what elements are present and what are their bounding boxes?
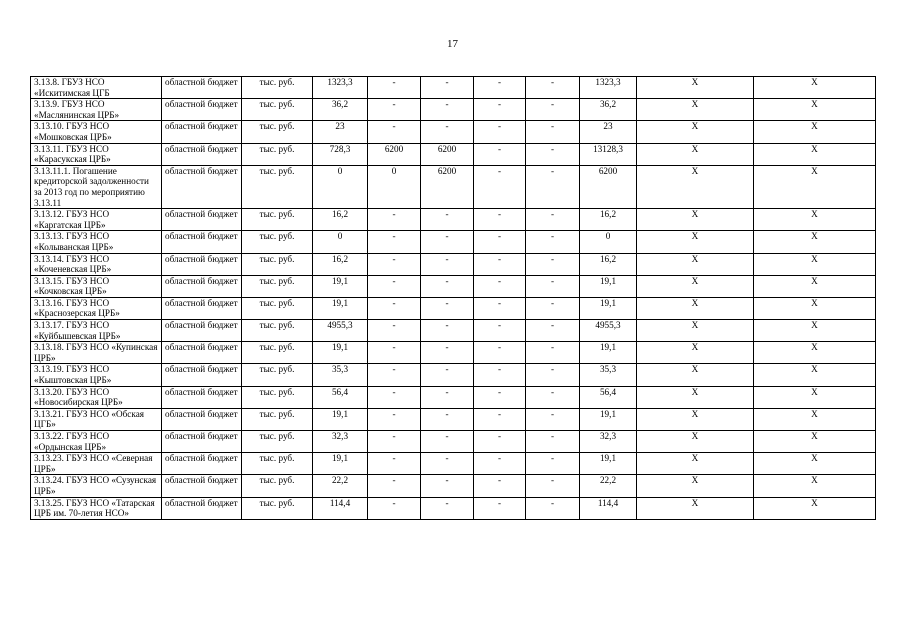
cell-value-2: - bbox=[368, 431, 421, 453]
cell-name: 3.13.20. ГБУЗ НСО «Новосибирская ЦРБ» bbox=[31, 386, 162, 408]
cell-value-2: - bbox=[368, 342, 421, 364]
cell-value-2: - bbox=[368, 253, 421, 275]
cell-value-5: - bbox=[526, 408, 580, 430]
cell-value-2: - bbox=[368, 275, 421, 297]
cell-name: 3.13.17. ГБУЗ НСО «Куйбышевская ЦРБ» bbox=[31, 320, 162, 342]
cell-value-3: - bbox=[421, 342, 474, 364]
cell-mark-2: Х bbox=[754, 475, 876, 497]
table-row bbox=[31, 253, 876, 275]
cell-unit: тыс. руб. bbox=[242, 386, 313, 408]
cell-name: 3.13.12. ГБУЗ НСО «Каргатская ЦРБ» bbox=[31, 209, 162, 231]
cell-value-2: - bbox=[368, 297, 421, 319]
cell-funding-source: областной бюджет bbox=[162, 209, 242, 231]
cell-total: 19,1 bbox=[580, 408, 637, 430]
cell-value-2: - bbox=[368, 364, 421, 386]
cell-value-2: - bbox=[368, 231, 421, 253]
cell-value-4: - bbox=[474, 320, 526, 342]
cell-unit: тыс. руб. bbox=[242, 408, 313, 430]
cell-name: 3.13.22. ГБУЗ НСО «Ордынская ЦРБ» bbox=[31, 431, 162, 453]
cell-total: 56,4 bbox=[580, 386, 637, 408]
cell-funding-source: областной бюджет bbox=[162, 408, 242, 430]
cell-value-2: - bbox=[368, 320, 421, 342]
cell-value-4: - bbox=[474, 77, 526, 99]
cell-name: 3.13.9. ГБУЗ НСО «Маслянинская ЦРБ» bbox=[31, 99, 162, 121]
cell-value-4: - bbox=[474, 431, 526, 453]
table-row bbox=[31, 231, 876, 253]
cell-mark-1: Х bbox=[637, 453, 754, 475]
cell-value-4: - bbox=[474, 297, 526, 319]
table-row bbox=[31, 275, 876, 297]
cell-value-3: - bbox=[421, 77, 474, 99]
cell-total: 19,1 bbox=[580, 275, 637, 297]
cell-value-1: 19,1 bbox=[313, 453, 368, 475]
cell-funding-source: областной бюджет bbox=[162, 386, 242, 408]
cell-name: 3.13.11. ГБУЗ НСО «Карасукская ЦРБ» bbox=[31, 143, 162, 165]
cell-value-5: - bbox=[526, 231, 580, 253]
cell-total: 19,1 bbox=[580, 342, 637, 364]
cell-value-3: - bbox=[421, 275, 474, 297]
cell-mark-1: Х bbox=[637, 497, 754, 519]
cell-value-1: 0 bbox=[313, 165, 368, 208]
cell-value-5: - bbox=[526, 297, 580, 319]
cell-total: 6200 bbox=[580, 165, 637, 208]
cell-value-1: 1323,3 bbox=[313, 77, 368, 99]
cell-value-4: - bbox=[474, 165, 526, 208]
cell-unit: тыс. руб. bbox=[242, 209, 313, 231]
cell-value-2: - bbox=[368, 453, 421, 475]
table-row bbox=[31, 364, 876, 386]
cell-name: 3.13.23. ГБУЗ НСО «Северная ЦРБ» bbox=[31, 453, 162, 475]
table-row bbox=[31, 431, 876, 453]
cell-total: 32,3 bbox=[580, 431, 637, 453]
cell-mark-1: Х bbox=[637, 475, 754, 497]
cell-total: 114,4 bbox=[580, 497, 637, 519]
cell-mark-2: Х bbox=[754, 275, 876, 297]
cell-mark-1: Х bbox=[637, 431, 754, 453]
cell-name: 3.13.10. ГБУЗ НСО «Мошковская ЦРБ» bbox=[31, 121, 162, 143]
cell-mark-2: Х bbox=[754, 297, 876, 319]
cell-value-1: 16,2 bbox=[313, 209, 368, 231]
cell-mark-2: Х bbox=[754, 143, 876, 165]
cell-mark-1: Х bbox=[637, 408, 754, 430]
table-row bbox=[31, 121, 876, 143]
cell-value-1: 114,4 bbox=[313, 497, 368, 519]
cell-name: 3.13.14. ГБУЗ НСО «Коченевская ЦРБ» bbox=[31, 253, 162, 275]
cell-value-4: - bbox=[474, 408, 526, 430]
cell-funding-source: областной бюджет bbox=[162, 497, 242, 519]
cell-value-4: - bbox=[474, 497, 526, 519]
cell-value-4: - bbox=[474, 99, 526, 121]
cell-value-4: - bbox=[474, 453, 526, 475]
cell-unit: тыс. руб. bbox=[242, 99, 313, 121]
cell-name: 3.13.25. ГБУЗ НСО «Татарская ЦРБ им. 70-летия НСО» bbox=[31, 497, 162, 519]
cell-value-2: - bbox=[368, 386, 421, 408]
cell-value-1: 19,1 bbox=[313, 275, 368, 297]
table-row bbox=[31, 408, 876, 430]
cell-value-1: 35,3 bbox=[313, 364, 368, 386]
cell-value-5: - bbox=[526, 209, 580, 231]
cell-unit: тыс. руб. bbox=[242, 453, 313, 475]
table-row bbox=[31, 475, 876, 497]
cell-mark-2: Х bbox=[754, 253, 876, 275]
cell-mark-2: Х bbox=[754, 386, 876, 408]
cell-mark-1: Х bbox=[637, 386, 754, 408]
cell-unit: тыс. руб. bbox=[242, 431, 313, 453]
cell-mark-1: Х bbox=[637, 231, 754, 253]
cell-value-3: - bbox=[421, 386, 474, 408]
cell-unit: тыс. руб. bbox=[242, 253, 313, 275]
cell-mark-1: Х bbox=[637, 121, 754, 143]
cell-total: 19,1 bbox=[580, 453, 637, 475]
cell-funding-source: областной бюджет bbox=[162, 253, 242, 275]
cell-total: 16,2 bbox=[580, 209, 637, 231]
cell-mark-1: Х bbox=[637, 143, 754, 165]
cell-unit: тыс. руб. bbox=[242, 231, 313, 253]
cell-unit: тыс. руб. bbox=[242, 121, 313, 143]
cell-value-3: - bbox=[421, 297, 474, 319]
cell-value-5: - bbox=[526, 99, 580, 121]
cell-mark-2: Х bbox=[754, 453, 876, 475]
cell-value-4: - bbox=[474, 475, 526, 497]
cell-value-3: - bbox=[421, 121, 474, 143]
table-body bbox=[31, 77, 876, 520]
table-row bbox=[31, 497, 876, 519]
cell-value-2: - bbox=[368, 77, 421, 99]
page-number: 17 bbox=[447, 38, 458, 50]
cell-value-3: - bbox=[421, 364, 474, 386]
cell-funding-source: областной бюджет bbox=[162, 143, 242, 165]
table-row bbox=[31, 297, 876, 319]
cell-mark-1: Х bbox=[637, 99, 754, 121]
cell-mark-1: Х bbox=[637, 77, 754, 99]
cell-value-1: 19,1 bbox=[313, 408, 368, 430]
cell-value-3: - bbox=[421, 475, 474, 497]
cell-name: 3.13.15. ГБУЗ НСО «Кочковская ЦРБ» bbox=[31, 275, 162, 297]
cell-value-3: - bbox=[421, 209, 474, 231]
cell-mark-1: Х bbox=[637, 364, 754, 386]
cell-value-3: - bbox=[421, 431, 474, 453]
cell-funding-source: областной бюджет bbox=[162, 121, 242, 143]
cell-value-1: 0 bbox=[313, 231, 368, 253]
cell-value-4: - bbox=[474, 253, 526, 275]
cell-name: 3.13.24. ГБУЗ НСО «Сузунская ЦРБ» bbox=[31, 475, 162, 497]
cell-mark-2: Х bbox=[754, 231, 876, 253]
table-row bbox=[31, 453, 876, 475]
cell-value-1: 19,1 bbox=[313, 297, 368, 319]
cell-unit: тыс. руб. bbox=[242, 297, 313, 319]
cell-mark-1: Х bbox=[637, 297, 754, 319]
cell-value-1: 728,3 bbox=[313, 143, 368, 165]
cell-value-5: - bbox=[526, 165, 580, 208]
cell-mark-2: Х bbox=[754, 364, 876, 386]
cell-funding-source: областной бюджет bbox=[162, 99, 242, 121]
cell-name: 3.13.21. ГБУЗ НСО «Обская ЦГБ» bbox=[31, 408, 162, 430]
cell-value-5: - bbox=[526, 342, 580, 364]
cell-value-2: 6200 bbox=[368, 143, 421, 165]
cell-funding-source: областной бюджет bbox=[162, 275, 242, 297]
table-row bbox=[31, 386, 876, 408]
table-row bbox=[31, 77, 876, 99]
cell-value-5: - bbox=[526, 386, 580, 408]
cell-unit: тыс. руб. bbox=[242, 497, 313, 519]
cell-funding-source: областной бюджет bbox=[162, 77, 242, 99]
cell-funding-source: областной бюджет bbox=[162, 342, 242, 364]
cell-value-3: - bbox=[421, 408, 474, 430]
cell-name: 3.13.8. ГБУЗ НСО «Искитимская ЦГБ bbox=[31, 77, 162, 99]
cell-mark-2: Х bbox=[754, 165, 876, 208]
cell-value-4: - bbox=[474, 386, 526, 408]
cell-mark-2: Х bbox=[754, 431, 876, 453]
cell-value-4: - bbox=[474, 143, 526, 165]
cell-funding-source: областной бюджет bbox=[162, 431, 242, 453]
cell-funding-source: областной бюджет bbox=[162, 165, 242, 208]
cell-name: 3.13.11.1. Погашение кредиторской задолженности за 2013 год по мероприятию 3.13.11 bbox=[31, 165, 162, 208]
cell-funding-source: областной бюджет bbox=[162, 297, 242, 319]
table-row bbox=[31, 320, 876, 342]
cell-value-5: - bbox=[526, 121, 580, 143]
cell-mark-2: Х bbox=[754, 342, 876, 364]
cell-unit: тыс. руб. bbox=[242, 320, 313, 342]
cell-value-1: 56,4 bbox=[313, 386, 368, 408]
cell-value-1: 32,3 bbox=[313, 431, 368, 453]
cell-value-2: - bbox=[368, 497, 421, 519]
cell-name: 3.13.13. ГБУЗ НСО «Колыванская ЦРБ» bbox=[31, 231, 162, 253]
cell-total: 13128,3 bbox=[580, 143, 637, 165]
cell-value-4: - bbox=[474, 121, 526, 143]
cell-value-2: - bbox=[368, 209, 421, 231]
cell-mark-1: Х bbox=[637, 165, 754, 208]
cell-value-2: - bbox=[368, 121, 421, 143]
cell-value-1: 23 bbox=[313, 121, 368, 143]
cell-value-5: - bbox=[526, 364, 580, 386]
cell-mark-2: Х bbox=[754, 497, 876, 519]
cell-value-3: - bbox=[421, 231, 474, 253]
cell-unit: тыс. руб. bbox=[242, 77, 313, 99]
cell-total: 22,2 bbox=[580, 475, 637, 497]
cell-mark-1: Х bbox=[637, 342, 754, 364]
cell-total: 23 bbox=[580, 121, 637, 143]
cell-name: 3.13.16. ГБУЗ НСО «Краснозерская ЦРБ» bbox=[31, 297, 162, 319]
cell-value-2: 0 bbox=[368, 165, 421, 208]
cell-total: 4955,3 bbox=[580, 320, 637, 342]
cell-unit: тыс. руб. bbox=[242, 475, 313, 497]
cell-total: 16,2 bbox=[580, 253, 637, 275]
table-row bbox=[31, 165, 876, 208]
cell-value-3: - bbox=[421, 253, 474, 275]
cell-unit: тыс. руб. bbox=[242, 143, 313, 165]
cell-mark-1: Х bbox=[637, 320, 754, 342]
cell-total: 36,2 bbox=[580, 99, 637, 121]
cell-value-4: - bbox=[474, 209, 526, 231]
cell-unit: тыс. руб. bbox=[242, 364, 313, 386]
cell-funding-source: областной бюджет bbox=[162, 364, 242, 386]
cell-name: 3.13.19. ГБУЗ НСО «Кыштовская ЦРБ» bbox=[31, 364, 162, 386]
cell-value-3: 6200 bbox=[421, 143, 474, 165]
cell-value-5: - bbox=[526, 320, 580, 342]
cell-mark-1: Х bbox=[637, 275, 754, 297]
cell-mark-1: Х bbox=[637, 253, 754, 275]
cell-funding-source: областной бюджет bbox=[162, 453, 242, 475]
budget-table bbox=[30, 76, 876, 520]
table-row bbox=[31, 209, 876, 231]
cell-value-4: - bbox=[474, 342, 526, 364]
cell-value-1: 4955,3 bbox=[313, 320, 368, 342]
table-row bbox=[31, 99, 876, 121]
cell-value-1: 36,2 bbox=[313, 99, 368, 121]
table-row bbox=[31, 143, 876, 165]
cell-value-2: - bbox=[368, 99, 421, 121]
cell-value-5: - bbox=[526, 453, 580, 475]
cell-value-5: - bbox=[526, 431, 580, 453]
cell-mark-2: Х bbox=[754, 121, 876, 143]
table-row bbox=[31, 342, 876, 364]
cell-value-5: - bbox=[526, 497, 580, 519]
cell-mark-2: Х bbox=[754, 408, 876, 430]
cell-value-5: - bbox=[526, 275, 580, 297]
cell-value-5: - bbox=[526, 475, 580, 497]
cell-value-3: - bbox=[421, 99, 474, 121]
cell-total: 35,3 bbox=[580, 364, 637, 386]
cell-value-5: - bbox=[526, 253, 580, 275]
cell-unit: тыс. руб. bbox=[242, 275, 313, 297]
cell-total: 19,1 bbox=[580, 297, 637, 319]
cell-value-3: - bbox=[421, 320, 474, 342]
cell-value-4: - bbox=[474, 231, 526, 253]
cell-name: 3.13.18. ГБУЗ НСО «Купинская ЦРБ» bbox=[31, 342, 162, 364]
cell-value-5: - bbox=[526, 143, 580, 165]
cell-mark-1: Х bbox=[637, 209, 754, 231]
cell-unit: тыс. руб. bbox=[242, 342, 313, 364]
cell-total: 0 bbox=[580, 231, 637, 253]
cell-unit: тыс. руб. bbox=[242, 165, 313, 208]
cell-value-1: 19,1 bbox=[313, 342, 368, 364]
cell-value-1: 22,2 bbox=[313, 475, 368, 497]
cell-value-3: 6200 bbox=[421, 165, 474, 208]
cell-mark-2: Х bbox=[754, 209, 876, 231]
cell-mark-2: Х bbox=[754, 320, 876, 342]
cell-value-2: - bbox=[368, 408, 421, 430]
cell-value-4: - bbox=[474, 275, 526, 297]
cell-funding-source: областной бюджет bbox=[162, 475, 242, 497]
cell-value-2: - bbox=[368, 475, 421, 497]
cell-value-3: - bbox=[421, 497, 474, 519]
cell-funding-source: областной бюджет bbox=[162, 320, 242, 342]
cell-value-1: 16,2 bbox=[313, 253, 368, 275]
cell-value-5: - bbox=[526, 77, 580, 99]
cell-mark-2: Х bbox=[754, 99, 876, 121]
cell-value-4: - bbox=[474, 364, 526, 386]
cell-total: 1323,3 bbox=[580, 77, 637, 99]
cell-funding-source: областной бюджет bbox=[162, 231, 242, 253]
cell-value-3: - bbox=[421, 453, 474, 475]
cell-mark-2: Х bbox=[754, 77, 876, 99]
